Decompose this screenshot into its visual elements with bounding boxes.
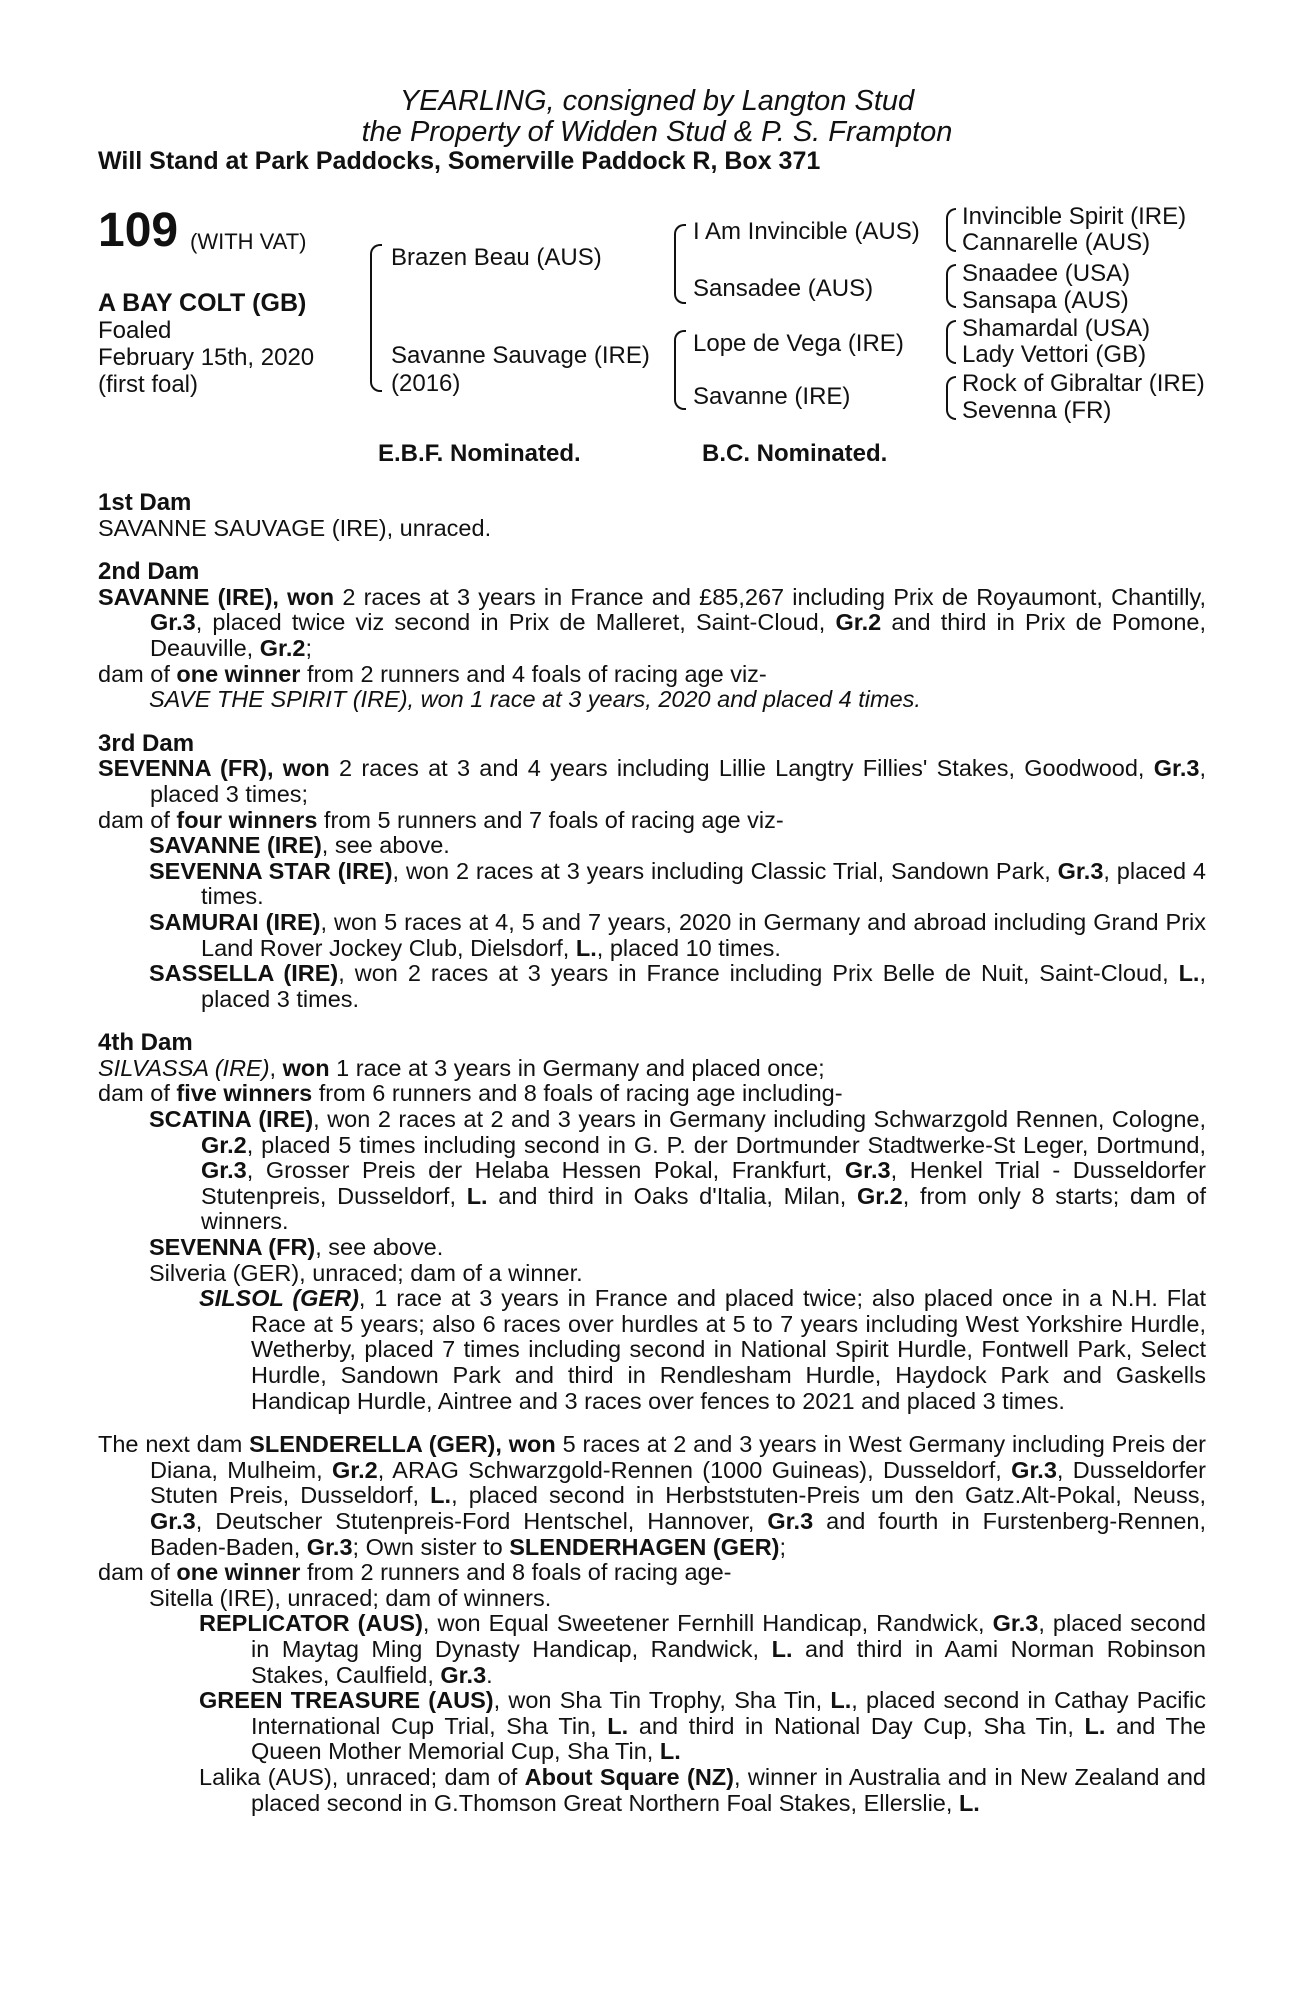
property-line: the Property of Widden Stud & P. S. Frampton (361, 116, 953, 148)
pedigree-brace-4 (946, 376, 956, 420)
offspring-entry: SAVE THE SPIRIT (IRE), won 1 race at 3 years, 2020 and placed 4 times. (149, 686, 921, 713)
pedigree-dsd: Lady Vettori (GB) (962, 341, 1147, 368)
horse-name: SEVENNA (FR), won (98, 755, 330, 782)
next-dam-entry: The next dam SLENDERELLA (GER), won 5 races at 2 and 3 years in West Germany including Preis der Diana, Mulheim, Gr.2, ARAG Schwarzgold-Rennen (1000 Guineas), Dusseldorf, Gr.3, Dusseldorfer Stuten Preis, Dusseldorf, L., placed second in Herbststuten-Preis um den Gatz.Alt-Pokal, Neuss, Gr.3, Deutscher Stutenpreis-Ford Hentschel, Hannover, Gr.3 and fourth in Furstenberg-Rennen, Baden-Baden, Gr.3; Own sister to SLENDERHAGEN (GER); (98, 1431, 1207, 1560)
pedigree-dds: Rock of Gibraltar (IRE) (962, 370, 1205, 397)
section-title: 2nd Dam (98, 558, 200, 586)
pedigree-dam-sire: Lope de Vega (IRE) (693, 330, 904, 357)
offspring-entry: Sitella (IRE), unraced; dam of winners. (149, 1584, 552, 1611)
pedigree-dam: Savanne Sauvage (IRE) (391, 342, 650, 369)
ebf-nomination: E.B.F. Nominated. (378, 440, 581, 467)
pedigree-dam-dam: Savanne (IRE) (693, 383, 851, 410)
horse-name: SLENDERELLA (GER), won (249, 1431, 556, 1458)
dam-of-line: dam of one winner from 2 runners and 4 foals of racing age viz- (98, 660, 767, 687)
pedigree-brace-1 (946, 208, 956, 252)
pedigree-sdd: Sansapa (AUS) (962, 287, 1129, 314)
dam-of-line: dam of four winners from 5 runners and 7 foals of racing age viz- (98, 806, 784, 833)
pedigree-dam-year: (2016) (391, 370, 461, 397)
fourth-dam-entry: SILVASSA (IRE), won 1 race at 3 years in Germany and placed once; (98, 1054, 825, 1081)
consignor-line: YEARLING, consigned by Langton Stud (399, 85, 915, 117)
section-title: 4th Dam (98, 1029, 193, 1057)
offspring-entry: Silveria (GER), unraced; dam of a winner. (149, 1259, 583, 1286)
pedigree-brace-2 (946, 264, 956, 308)
pedigree-brace-sire (674, 224, 686, 304)
offspring-entry: SEVENNA STAR (IRE), won 2 races at 3 years including Classic Trial, Sandown Park, Gr.3, placed 4 times. (149, 857, 1206, 910)
pedigree-dss: Shamardal (USA) (962, 315, 1151, 342)
next-dam-section (98, 1432, 1206, 1816)
pedigree-brace-main (370, 244, 382, 392)
pedigree-sire-dam: Sansadee (AUS) (693, 275, 874, 302)
offspring-entry: SEVENNA (FR), see above. (149, 1234, 444, 1261)
foal-note: (first foal) (98, 371, 199, 398)
lot-title: A BAY COLT (GB) (98, 289, 307, 317)
dam-of-line: dam of five winners from 6 runners and 8 foals of racing age including- (98, 1080, 843, 1107)
third-dam-section (98, 731, 1206, 1013)
pedigree-sss: Invincible Spirit (IRE) (962, 203, 1187, 230)
section-title: 1st Dam (98, 489, 192, 516)
foaled-label: Foaled (98, 317, 172, 344)
grand-offspring-entry: Lalika (AUS), unraced; dam of About Square (NZ), winner in Australia and in New Zealand and placed second in G.Thomson Great Northern Foal Stakes, Ellerslie, L. (199, 1763, 1206, 1816)
offspring-entry: SAVANNE (IRE), see above. (149, 832, 450, 859)
grand-offspring-entry: REPLICATOR (AUS), won Equal Sweetener Fernhill Handicap, Randwick, Gr.3, placed second in Maytag Ming Dynasty Handicap, Randwick, L. and third in Aami Norman Robinson Stakes, Caulfield, Gr.3. (199, 1610, 1206, 1688)
fourth-dam-section (98, 1030, 1206, 1414)
first-dam-section (98, 490, 1206, 541)
pedigree-ssd: Cannarelle (AUS) (962, 229, 1151, 256)
pedigree-brace-dam (674, 330, 686, 410)
third-dam-entry: SEVENNA (FR), won 2 races at 3 and 4 years including Lillie Langtry Fillies' Stakes, Goodwood, Gr.3, placed 3 times; (98, 755, 1206, 807)
grand-offspring-entry: GREEN TREASURE (AUS), won Sha Tin Trophy, Sha Tin, L., placed second in Cathay Pacific International Cup Trial, Sha Tin, L. and third in National Day Cup, Sha Tin, L. and The Queen Mother Memorial Cup, Sha Tin, L. (199, 1687, 1207, 1765)
bc-nomination: B.C. Nominated. (702, 440, 888, 467)
second-dam-entry: SAVANNE (IRE), won 2 races at 3 years in France and £85,267 including Prix de Royaumont, Chantilly, Gr.3, placed twice viz second in Prix de Malleret, Saint-Cloud, Gr.2 and third in Prix de Pomone, Deauville, Gr.2; (98, 583, 1206, 661)
vat-note: (WITH VAT) (190, 229, 307, 254)
pedigree-sire: Brazen Beau (AUS) (391, 244, 602, 271)
dam-details (98, 490, 1206, 1816)
lot-number: 109 (98, 204, 179, 257)
dam-of-line: dam of one winner from 2 runners and 8 foals of racing age- (98, 1559, 732, 1586)
offspring-entry: SAMURAI (IRE), won 5 races at 4, 5 and 7 years, 2020 in Germany and abroad including Grand Prix Land Rover Jockey Club, Dielsdorf, L., placed 10 times. (149, 908, 1206, 961)
horse-name: SILVASSA (IRE) (98, 1054, 270, 1081)
horse-name: SAVANNE (IRE), won (98, 583, 335, 610)
pedigree-brace-3 (946, 320, 956, 364)
stand-location: Will Stand at Park Paddocks, Somerville Paddock R, Box 371 (98, 147, 821, 175)
section-title: 3rd Dam (98, 729, 195, 757)
offspring-entry: SASSELLA (IRE), won 2 races at 3 years in France including Prix Belle de Nuit, Saint-Cloud, L., placed 3 times. (149, 960, 1206, 1012)
pedigree-ddd: Sevenna (FR) (962, 397, 1112, 424)
second-dam-section (98, 559, 1206, 713)
offspring-entry: SCATINA (IRE), won 2 races at 2 and 3 years in Germany including Schwarzgold Rennen, Cologne, Gr.2, placed 5 times including second in G. P. der Dortmunder Stadtwerke-St Leger, Dortmund, Gr.3, Grosser Preis der Helaba Hessen Pokal, Frankfurt, Gr.3, Henkel Trial - Dusseldorfer Stutenpreis, Dusseldorf, L. and third in Oaks d'Italia, Milan, Gr.2, from only 8 starts; dam of winners. (149, 1106, 1207, 1235)
first-dam-text: SAVANNE SAUVAGE (IRE), unraced. (98, 514, 492, 541)
foaled-date: February 15th, 2020 (98, 344, 315, 371)
pedigree-sds: Snaadee (USA) (962, 260, 1131, 287)
grand-offspring-entry: SILSOL (GER), 1 race at 3 years in France and placed twice; also placed once in a N.H. Flat Race at 5 years; also 6 races over hurdles at 5 to 7 years including West Yorkshire Hurdle, Wetherby, placed 7 times including second in National Spirit Hurdle, Fontwell Park, Select Hurdle, Sandown Park and third in Rendlesham Hurdle, Haydock Park and Gaskells Handicap Hurdle, Aintree and 3 races over fences to 2021 and placed 3 times. (199, 1285, 1206, 1414)
pedigree-sire-sire: I Am Invincible (AUS) (693, 218, 920, 245)
